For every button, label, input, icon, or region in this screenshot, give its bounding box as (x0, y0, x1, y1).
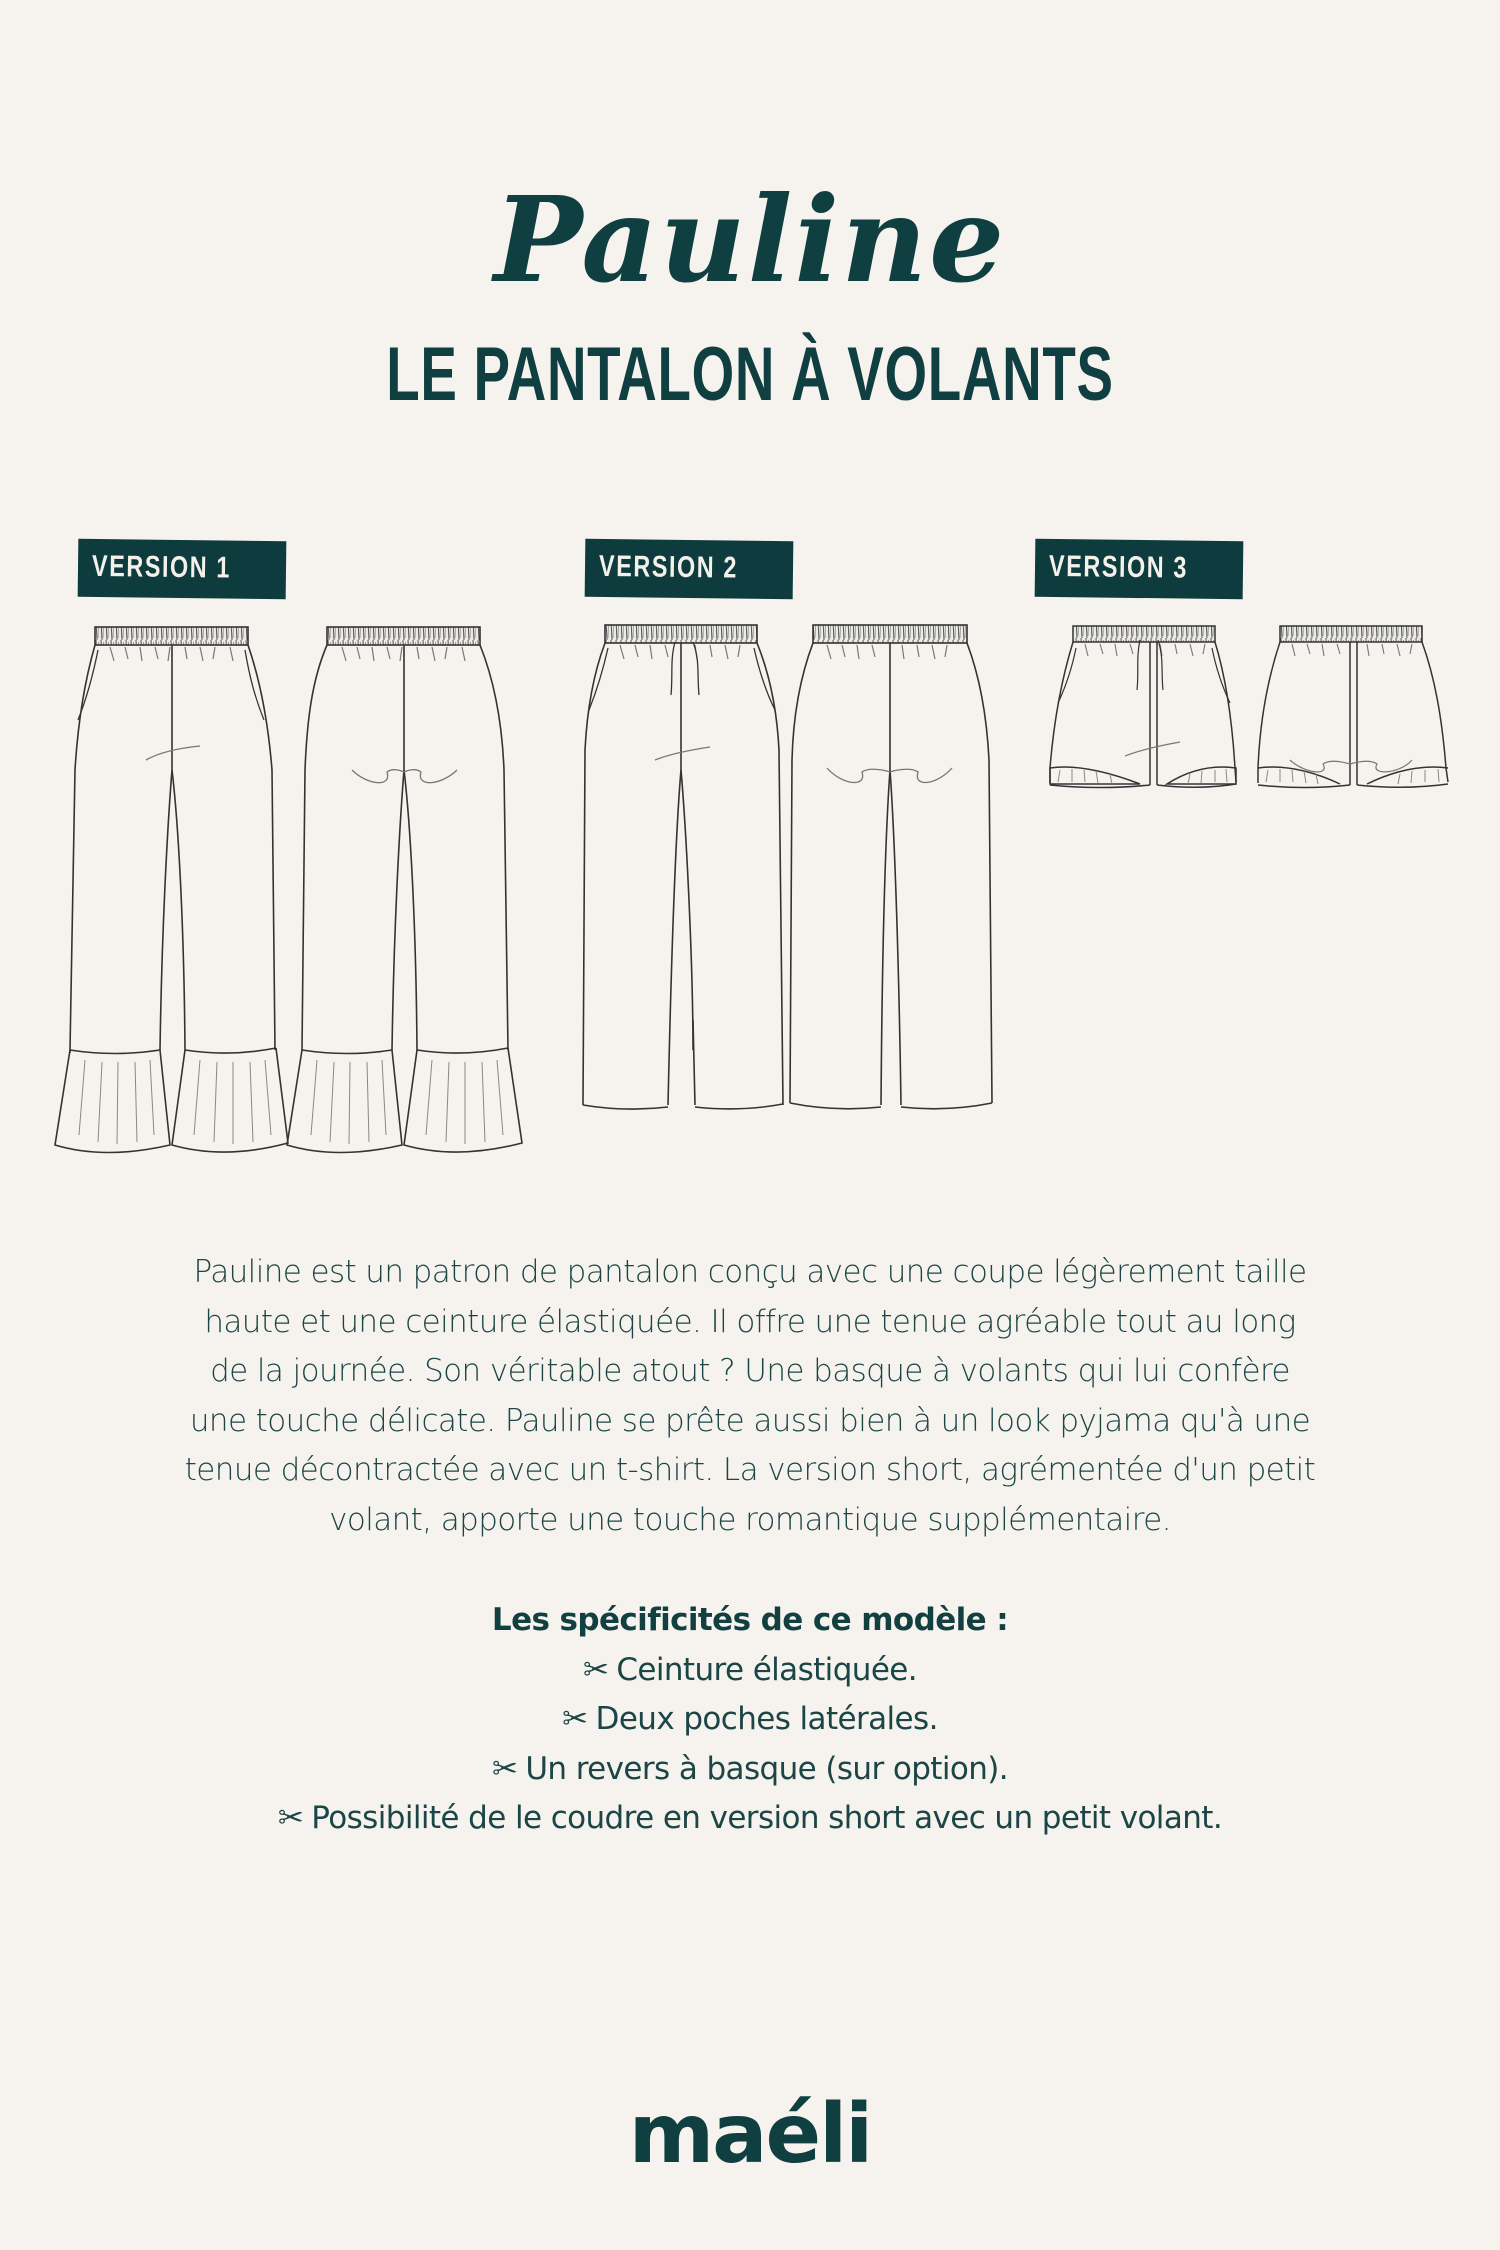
spec-item-text: Deux poches latérales. (595, 1701, 938, 1737)
version-1-label: VERSION 1 (91, 549, 232, 585)
brand-logo: maéli (628, 2087, 872, 2182)
pattern-title: Pauline (493, 170, 1007, 309)
description-line: volant, apporte une touche romantique supplémentaire. (329, 1501, 1171, 1538)
version-1-front-drawing (50, 620, 290, 1165)
scissors-icon: ✂ (582, 1651, 609, 1688)
version-2-back-drawing (787, 620, 1002, 1120)
spec-item-text: Un revers à basque (sur option). (525, 1750, 1009, 1787)
version-2-label: VERSION 2 (598, 549, 739, 585)
version-2-badge (585, 539, 794, 600)
description-line: haute et une ceinture élastiquée. Il offre une tenue agréable tout au long (204, 1303, 1296, 1340)
spec-item-text: Possibilité de le coudre en version short avec un petit volant. (311, 1800, 1223, 1836)
version-2-front-drawing (575, 620, 790, 1120)
spec-item-text: Ceinture élastiquée. (616, 1651, 918, 1688)
version-3-back-drawing (1250, 618, 1455, 793)
spec-item (0, 1794, 1500, 1844)
specs-heading: Les spécificités de ce modèle : (491, 1602, 1009, 1638)
scissors-icon: ✂ (562, 1701, 588, 1737)
pattern-subtitle: LE PANTALON À VOLANTS (386, 332, 1114, 417)
description-line: une touche délicate. Pauline se prête aussi bien à un look pyjama qu'à une (189, 1402, 1311, 1439)
description-line: tenue décontractée avec un t-shirt. La version short, agrémentée d'un petit (184, 1452, 1316, 1488)
version-3-label: VERSION 3 (1048, 549, 1189, 585)
spec-item (0, 1695, 1500, 1745)
specs-section (0, 1596, 1500, 1844)
description-line: de la journée. Son véritable atout ? Une basque à volants qui lui confère (210, 1353, 1290, 1389)
spec-item (0, 1745, 1500, 1795)
scissors-icon: ✂ (277, 1800, 304, 1836)
spec-item (0, 1646, 1500, 1696)
description-line: Pauline est un patron de pantalon conçu avec une coupe légèrement taille (193, 1254, 1307, 1290)
version-1-badge (78, 539, 287, 600)
version-3-front-drawing (1040, 618, 1240, 793)
scissors-icon: ✂ (491, 1750, 518, 1787)
version-1-back-drawing (282, 620, 527, 1165)
description-paragraph (100, 1248, 1400, 1545)
version-3-badge (1035, 539, 1244, 600)
